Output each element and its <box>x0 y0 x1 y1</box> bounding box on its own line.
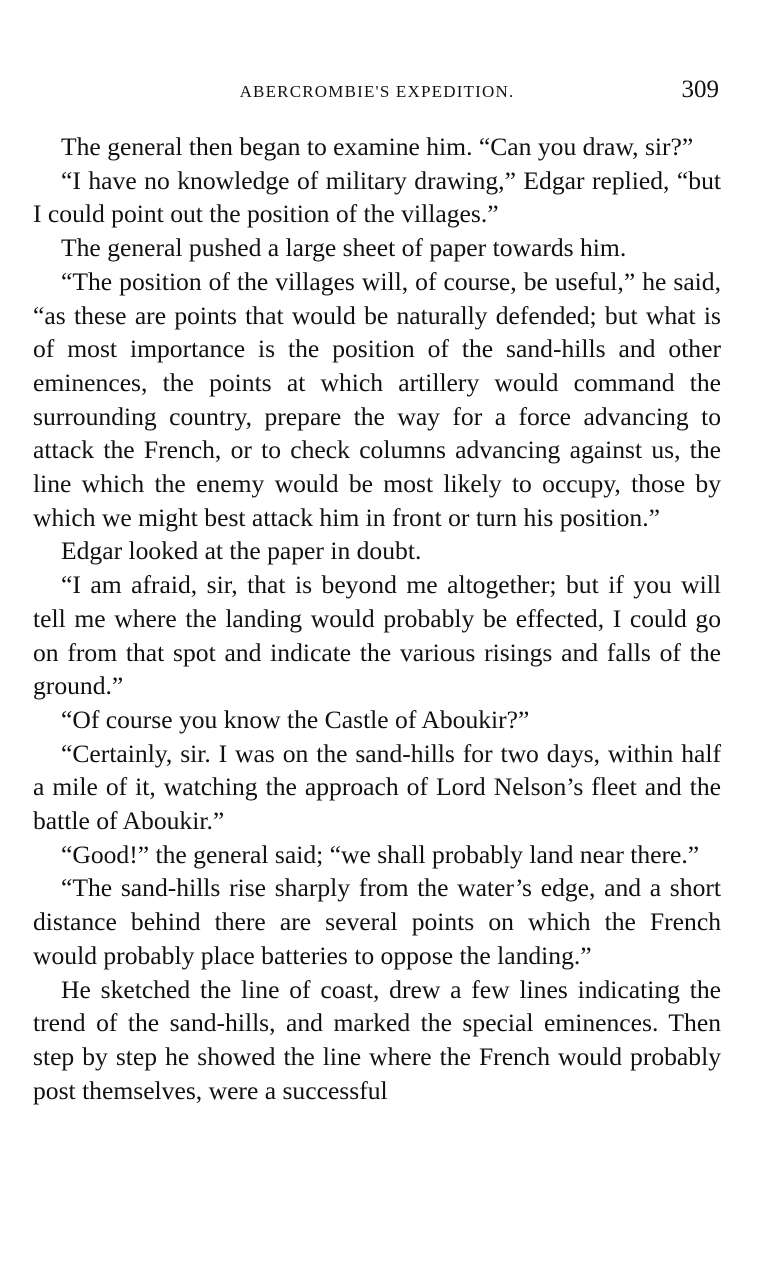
paragraph: “Of course you know the Castle of Aboukir?” <box>61 704 530 734</box>
paragraph: He sketched the line of coast, drew a few lines indicating the trend of the sand-hills, and marked the special eminences. Then step by step he showed the line where the French would probably post themselves, were a successful <box>33 974 721 1105</box>
paragraph: “Good!” the general said; “we shall probably land near there.” <box>61 839 700 869</box>
book-page <box>33 76 721 1107</box>
running-head <box>33 76 721 116</box>
running-title: ABERCROMBIE'S EXPEDITION. <box>239 82 515 101</box>
paragraph: “I have no knowledge of military drawing,” Edgar replied, “but I could point out the position of the villages.” <box>33 165 721 229</box>
body-text <box>33 130 721 1107</box>
paragraph: The general pushed a large sheet of paper towards him. <box>61 233 627 263</box>
paragraph: The general then began to examine him. “Can you draw, sir?” <box>61 132 694 161</box>
page-number: 309 <box>681 76 719 103</box>
paragraph: “I am afraid, sir, that is beyond me altogether; but if you will tell me where the landing would probably be effected, I could go on from that spot and indicate the various risings and falls of the ground.” <box>33 570 721 701</box>
paragraph: “Certainly, sir. I was on the sand-hills for two days, within half a mile of it, watching the approach of Lord Nelson’s fleet and the battle of Aboukir.” <box>33 738 721 836</box>
paragraph: “The sand-hills rise sharply from the water’s edge, and a short distance behind there are several points on which the French would probably place batteries to oppose the landing.” <box>33 873 721 970</box>
paragraph: “The position of the villages will, of course, be useful,” he said, “as these are points that would be naturally defended; but what is of most importance is the position of the sand-hills and other eminences, the points at which artillery would command the surrounding country, prepare the way for a force advancing to attack the French, or to check columns advancing against us, the line which the enemy would be most likely to occupy, those by which we might best attack him in front or turn his position.” <box>33 266 721 532</box>
paragraph: Edgar looked at the paper in doubt. <box>61 536 422 566</box>
